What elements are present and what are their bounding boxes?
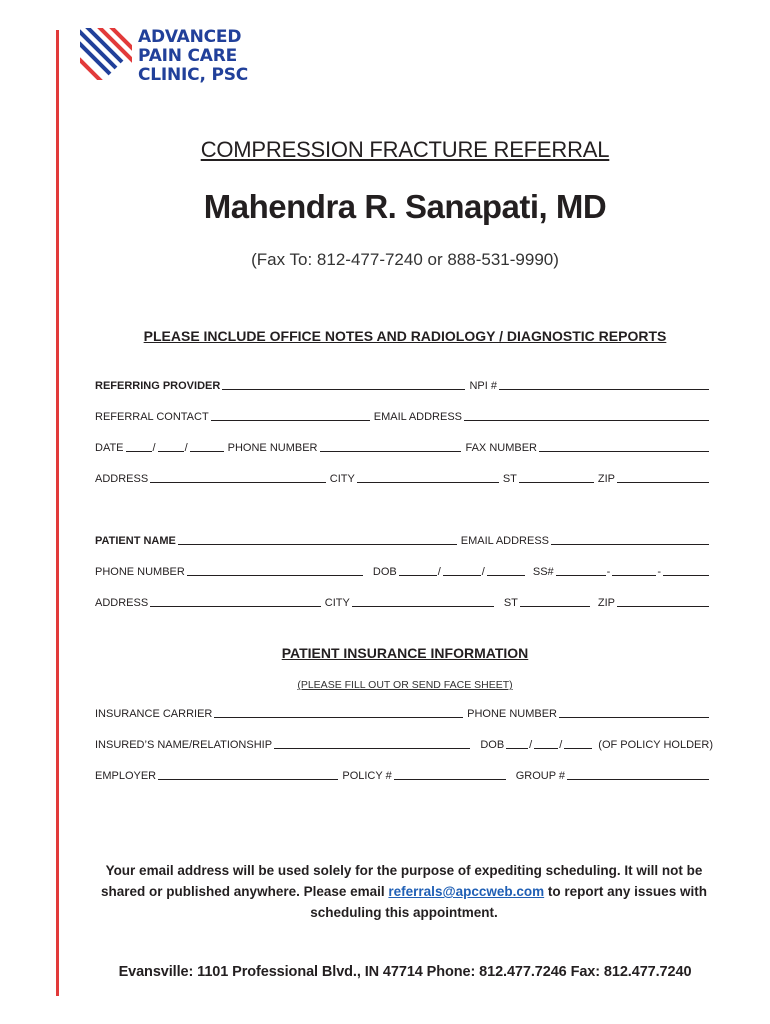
- patient-zip-label: ZIP: [597, 597, 615, 609]
- insurance-phone-label: PHONE NUMBER: [467, 708, 557, 720]
- employer-field[interactable]: [158, 770, 338, 780]
- insured-dob-year-field[interactable]: [564, 739, 592, 749]
- group-field[interactable]: [567, 770, 709, 780]
- date-day-field[interactable]: [158, 442, 184, 452]
- patient-ss-part2-field[interactable]: [612, 566, 656, 576]
- red-margin-line: [56, 30, 59, 996]
- referral-phone-field[interactable]: [320, 442, 462, 452]
- date-sep-1: /: [152, 442, 156, 454]
- privacy-note-text-2: to report any issues with scheduling this appointment.: [310, 884, 707, 920]
- patient-dob-label: DOB: [372, 566, 397, 578]
- npi-field[interactable]: [499, 380, 709, 390]
- patient-ss-part1-field[interactable]: [556, 566, 606, 576]
- patient-dob-year-field[interactable]: [487, 566, 525, 576]
- clinic-address: Evansville: 1101 Professional Blvd., IN 47714 Phone: 812.477.7246 Fax: 812.477.7240: [118, 964, 692, 980]
- referral-fax-field[interactable]: [539, 442, 709, 452]
- patient-dob-sep-2: /: [481, 566, 485, 578]
- logo-mark-icon: [80, 28, 132, 80]
- date-label: DATE: [95, 442, 124, 454]
- patient-ss-sep-1: -: [606, 566, 611, 578]
- patient-st-field[interactable]: [520, 597, 590, 607]
- logo-line-2: PAIN CARE: [138, 46, 238, 66]
- patient-dob-day-field[interactable]: [443, 566, 481, 576]
- referral-contact-field[interactable]: [211, 411, 370, 421]
- group-label: GROUP #: [515, 770, 565, 782]
- patient-ss-sep-2: -: [657, 566, 661, 578]
- referral-address-label: ADDRESS: [95, 473, 149, 485]
- referral-city-field[interactable]: [357, 473, 499, 483]
- patient-ss-part3-field[interactable]: [663, 566, 709, 576]
- insured-name-label: INSURED’S NAME/RELATIONSHIP: [95, 739, 273, 751]
- referral-fax-label: FAX NUMBER: [465, 442, 537, 454]
- form-title: COMPRESSION FRACTURE REFERRAL: [200, 137, 610, 162]
- referral-contact-label: REFERRAL CONTACT: [95, 411, 209, 423]
- privacy-note-text-1: Your email address will be used solely for the purpose of expediting scheduling. It will not be shared or published anywhere. Please email: [101, 863, 703, 899]
- logo-text: [138, 28, 338, 85]
- patient-city-field[interactable]: [352, 597, 494, 607]
- patient-phone-field[interactable]: [187, 566, 363, 576]
- insured-dob-month-field[interactable]: [506, 739, 528, 749]
- referral-address-field[interactable]: [150, 473, 326, 483]
- insurance-phone-field[interactable]: [559, 708, 709, 718]
- include-reports-notice: PLEASE INCLUDE OFFICE NOTES AND RADIOLOGY / DIAGNOSTIC REPORTS: [143, 328, 667, 344]
- date-year-field[interactable]: [190, 442, 224, 452]
- patient-dob-month-field[interactable]: [399, 566, 437, 576]
- fax-line: (Fax To: 812-477-7240 or 888-531-9990): [251, 250, 559, 269]
- referral-email-label: EMAIL ADDRESS: [373, 411, 462, 423]
- patient-email-label: EMAIL ADDRESS: [460, 535, 549, 547]
- insured-dob-sep-1: /: [529, 739, 533, 751]
- referrals-email-link[interactable]: referrals@apccweb.com: [388, 884, 545, 899]
- policy-field[interactable]: [394, 770, 506, 780]
- patient-email-field[interactable]: [551, 535, 709, 545]
- row-employer: [95, 770, 713, 782]
- row-referral-address: [95, 473, 713, 485]
- insured-dob-day-field[interactable]: [534, 739, 558, 749]
- insurance-carrier-label: INSURANCE CARRIER: [95, 708, 213, 720]
- row-insurance-carrier: [95, 708, 713, 720]
- patient-ss-label: SS#: [532, 566, 554, 578]
- patient-phone-label: PHONE NUMBER: [95, 566, 185, 578]
- insured-name-field[interactable]: [274, 739, 470, 749]
- employer-label: EMPLOYER: [95, 770, 157, 782]
- referring-provider-field[interactable]: [222, 380, 465, 390]
- insured-dob-label: DOB: [480, 739, 505, 751]
- doctor-name: Mahendra R. Sanapati, MD: [203, 188, 607, 225]
- patient-name-label: PATIENT NAME: [95, 535, 176, 547]
- row-date-phone-fax: [95, 442, 713, 454]
- npi-label: NPI #: [469, 380, 497, 392]
- patient-st-label: ST: [503, 597, 518, 609]
- patient-dob-sep-1: /: [437, 566, 441, 578]
- date-month-field[interactable]: [126, 442, 152, 452]
- referral-email-field[interactable]: [464, 411, 709, 421]
- referring-provider-label: REFERRING PROVIDER: [95, 380, 221, 392]
- policy-label: POLICY #: [342, 770, 392, 782]
- insurance-section-title: PATIENT INSURANCE INFORMATION: [281, 645, 529, 661]
- row-patient-phone-dob: [95, 566, 713, 578]
- insurance-carrier-field[interactable]: [214, 708, 463, 718]
- row-referral-contact: [95, 411, 713, 423]
- referral-city-label: CITY: [329, 473, 355, 485]
- insurance-section-subtitle: (PLEASE FILL OUT OR SEND FACE SHEET): [297, 679, 513, 691]
- referral-st-label: ST: [502, 473, 517, 485]
- patient-address-field[interactable]: [150, 597, 321, 607]
- row-insured-name: [95, 739, 713, 751]
- patient-name-field[interactable]: [178, 535, 457, 545]
- patient-city-label: CITY: [324, 597, 350, 609]
- referral-phone-label: PHONE NUMBER: [227, 442, 318, 454]
- patient-address-label: ADDRESS: [95, 597, 149, 609]
- patient-zip-field[interactable]: [617, 597, 709, 607]
- row-patient-address: [95, 597, 713, 609]
- date-sep-2: /: [184, 442, 188, 454]
- row-referring-provider: [95, 380, 713, 392]
- logo-line-1: ADVANCED: [138, 27, 242, 47]
- referral-zip-label: ZIP: [597, 473, 615, 485]
- privacy-note: [95, 860, 713, 923]
- policy-holder-note: (OF POLICY HOLDER): [598, 739, 713, 751]
- logo-line-3: CLINIC, PSC: [138, 65, 249, 85]
- referral-st-field[interactable]: [519, 473, 594, 483]
- referral-zip-field[interactable]: [617, 473, 709, 483]
- row-patient-name: [95, 535, 713, 547]
- insured-dob-sep-2: /: [559, 739, 563, 751]
